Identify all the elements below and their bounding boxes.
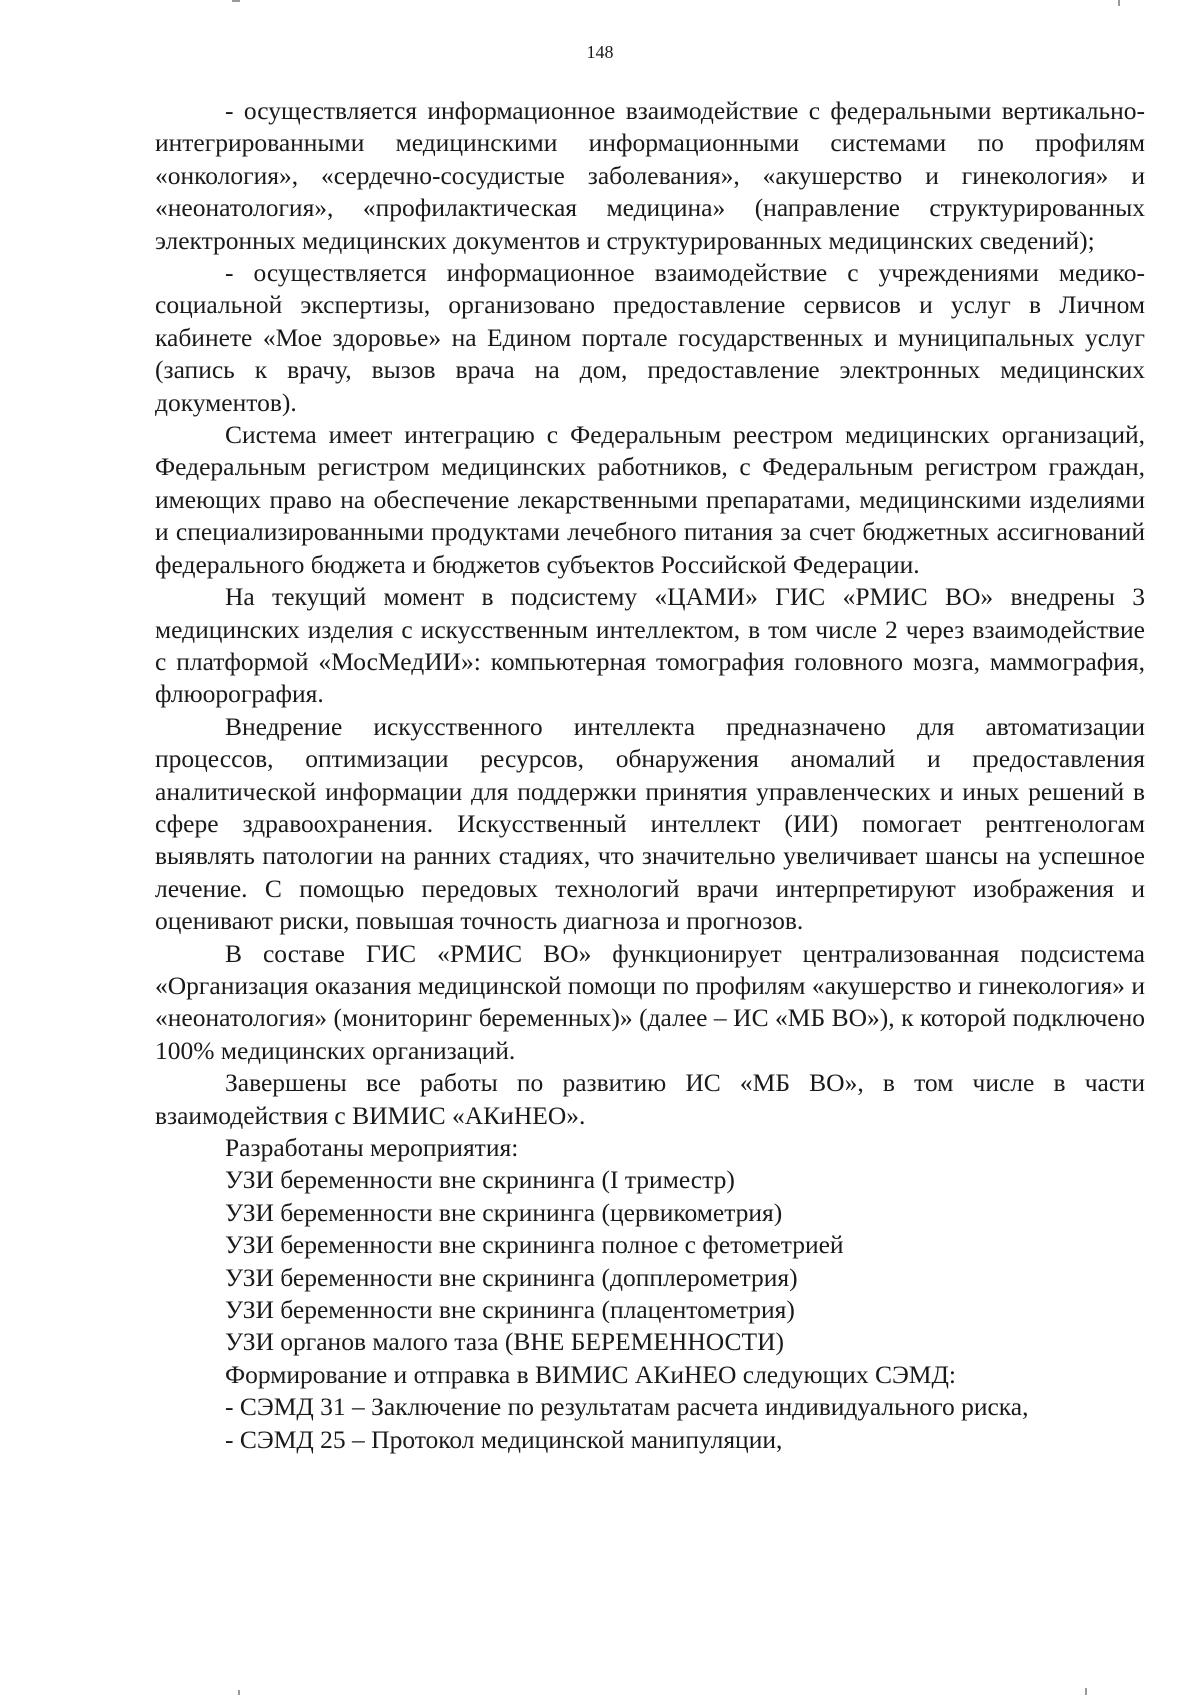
list-item: УЗИ беременности вне скрининга (цервикометрия) bbox=[225, 1197, 783, 1227]
list-item: - СЭМД 31 – Заключение по результатам расчета индивидуального риска, bbox=[225, 1392, 1029, 1422]
paragraph-mse-interaction: - осуществляется информационное взаимодействие с учреждениями медико-социальной экспертизы, организовано предоставление сервисов и услуг в Личном кабинете «Мое здоровье» на Едином портале государственных и муниципальных услуг (запись к врачу, вызов врача на дом, предоставление электронных медицинских документов). bbox=[155, 258, 1145, 417]
list-item: УЗИ беременности вне скрининга (допплерометрия) bbox=[225, 1262, 798, 1292]
list-item: УЗИ беременности вне скрининга (плацентометрия) bbox=[225, 1295, 795, 1325]
list-heading-semd: Формирование и отправка в ВИМИС АКиНЕО следующих СЭМД: bbox=[225, 1359, 956, 1389]
scan-artifact-bottom-left bbox=[238, 1690, 240, 1695]
page-number: 148 bbox=[586, 42, 614, 62]
paragraph-mb-vo-development: Завершены все работы по развитию ИС «МБ ВО», в том числе в части взаимодействия с ВИМИС «АКиНЕО». bbox=[155, 1068, 1145, 1130]
paragraph-federal-registries: Система имеет интеграцию с Федеральным реестром медицинских организаций, Федеральным регистром медицинских работников, с Федеральным регистром граждан, имеющих право на обеспечение лекарственными препаратами, медицинскими изделиями и специализированными продуктами лечебного питания за счет бюджетных ассигнований федерального бюджета и бюджетов субъектов Российской Федерации. bbox=[155, 420, 1145, 579]
scan-artifact-bottom-right bbox=[1085, 1688, 1087, 1695]
list-item: - СЭМД 25 – Протокол медицинской манипуляции, bbox=[225, 1424, 783, 1454]
list-item: УЗИ беременности вне скрининга полное с фетометрией bbox=[225, 1230, 844, 1260]
paragraph-ai-purpose: Внедрение искусственного интеллекта предназначено для автоматизации процессов, оптимизации ресурсов, обнаружения аномалий и предоставления аналитической информации для поддержки принятия управленческих и иных решений в сфере здравоохранения. Искусственный интеллект (ИИ) помогает рентгенологам выявлять патологии на ранних стадиях, что значительно увеличивает шансы на успешное лечение. С помощью передовых технологий врачи интерпретируют изображения и оценивают риски, повышая точность диагноза и прогнозов. bbox=[155, 711, 1145, 936]
paragraph-cami-ai: На текущий момент в подсистему «ЦАМИ» ГИС «РМИС ВО» внедрены 3 медицинских изделия с искусственным интеллектом, в том числе 2 через взаимодействие с платформой «МосМедИИ»: компьютерная томография головного мозга, маммография, флюорография. bbox=[155, 582, 1145, 709]
scan-artifact-top-right bbox=[1118, 0, 1120, 6]
paragraph-mb-vo-subsystem: В составе ГИС «РМИС ВО» функционирует централизованная подсистема «Организация оказания медицинской помощи по профилям «акушерство и гинекология» и «неонатология» (мониторинг беременных)» (далее – ИС «МБ ВО»), к которой подключено 100% медицинских организаций. bbox=[155, 938, 1145, 1065]
list-item: УЗИ беременности вне скрининга (I триместр) bbox=[225, 1165, 735, 1195]
paragraph-federal-vimis: - осуществляется информационное взаимодействие с федеральными вертикально-интегрированными медицинскими информационными системами по профилям «онкология», «сердечно-сосудистые заболевания», «акушерство и гинекология» и «неонатология», «профилактическая медицина» (направление структурированных электронных медицинских документов и структурированных медицинских сведений); bbox=[155, 96, 1145, 255]
document-body bbox=[155, 95, 1145, 1456]
list-heading-measures: Разработаны мероприятия: bbox=[225, 1133, 519, 1162]
list-item: УЗИ органов малого таза (ВНЕ БЕРЕМЕННОСТИ) bbox=[225, 1327, 784, 1357]
scan-artifact-top-left bbox=[232, 0, 240, 2]
